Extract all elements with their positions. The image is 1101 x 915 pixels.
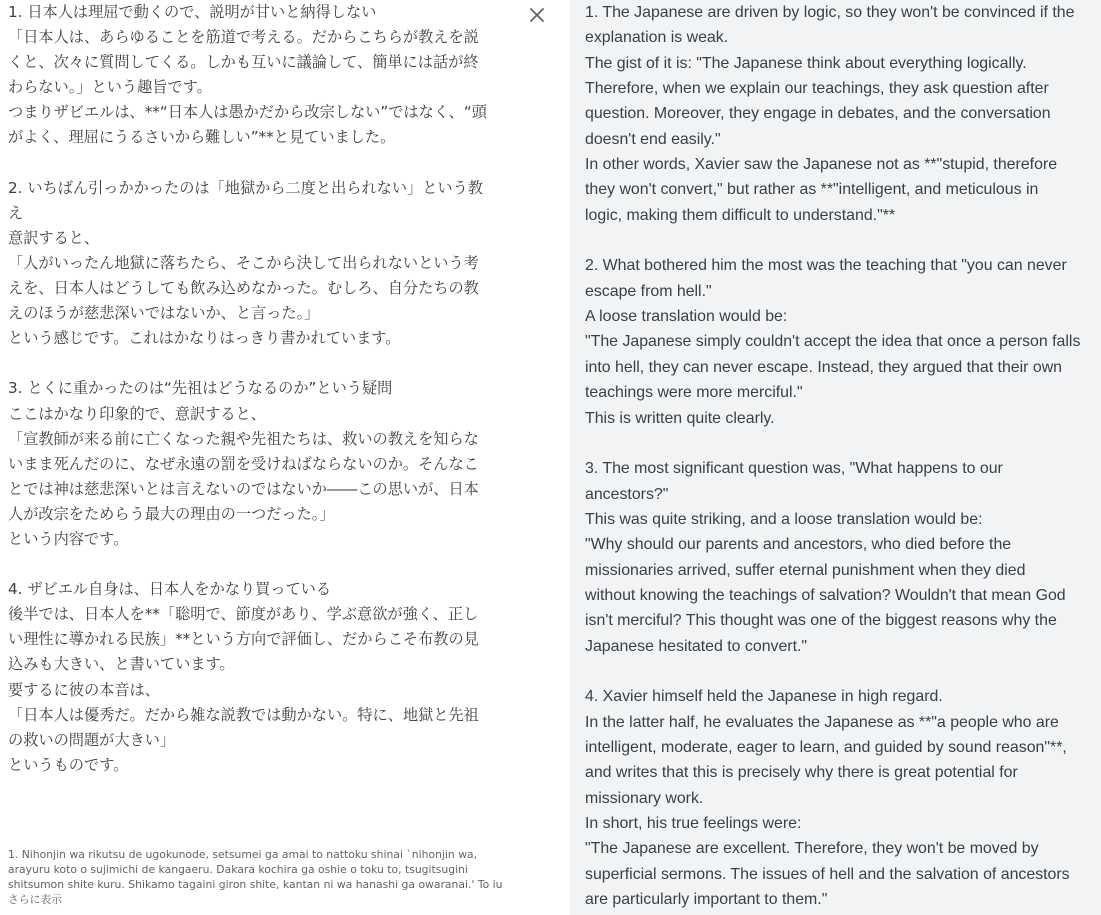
source-pane bbox=[0, 0, 520, 915]
translation-line: explanation is weak. bbox=[585, 29, 729, 47]
source-line: くと、次々に質問してくる。しかも互いに議論して、簡単には話が終 bbox=[8, 53, 479, 72]
source-line: 意訳すると、 bbox=[8, 228, 100, 247]
romanization bbox=[8, 847, 518, 907]
source-line: つまりザビエルは、**“日本人は愚かだから改宗しない”ではなく、“頭 bbox=[8, 103, 487, 122]
source-line: 2. いちばん引っかかったのは「地獄から二度と出られない」という教 bbox=[8, 178, 483, 197]
translation-line: 1. The Japanese are driven by logic, so they won't be convinced if the bbox=[585, 4, 1075, 21]
translation-line: logic, making them difficult to understand."** bbox=[585, 206, 896, 224]
source-line: 3. とくに重かったのは“先祖はどうなるのか”という疑問 bbox=[8, 379, 393, 398]
source-line: 「日本人は、あらゆることを筋道で考える。だからこちらが教えを説 bbox=[8, 28, 479, 47]
translation-line: escape from hell." bbox=[585, 282, 712, 300]
translation-line: intelligent, moderate, eager to learn, and guided by sound reason"**, bbox=[585, 738, 1067, 756]
translation-line: A loose translation would be: bbox=[585, 308, 788, 326]
translation-line: "Why should our parents and ancestors, who died before the bbox=[585, 536, 1012, 554]
source-line: 「日本人は優秀だ。だから雑な説教では動かない。特に、地獄と先祖 bbox=[8, 705, 479, 724]
translation-line: they won't convert," but rather as **"intelligent, and meticulous in bbox=[585, 181, 1039, 199]
translation-line: 3. The most significant question was, "What happens to our bbox=[585, 460, 1003, 478]
translation-line: are particularly important to them." bbox=[585, 891, 828, 909]
translation-line: and writes that this is precisely why there is great potential for bbox=[585, 764, 1018, 782]
translation-line: missionary work. bbox=[585, 789, 704, 807]
source-line: わらない。」という趣旨です。 bbox=[8, 78, 212, 97]
translation-line: doesn't end easily." bbox=[585, 130, 721, 148]
source-line: ここはかなり印象的で、意訳すると、 bbox=[8, 404, 266, 423]
source-line: という内容です。 bbox=[8, 529, 129, 548]
source-line: 要するに彼の本音は、 bbox=[8, 680, 160, 699]
translation-line: 2. What bothered him the most was the teaching that "you can never bbox=[585, 257, 1067, 275]
source-line: い理性に導かれる民族」**という方向で評価し、だからこそ布教の見 bbox=[8, 630, 479, 649]
source-line: えを、日本人はどうしても飲み込めなかった。むしろ、自分たちの教 bbox=[8, 279, 479, 298]
translation-line: question. Moreover, they engage in debates, and the conversation bbox=[585, 105, 1051, 123]
source-line bbox=[8, 151, 513, 176]
source-line: いまま死んだのに、なぜ永遠の罰を受けねばならないのか。そんなこ bbox=[8, 454, 479, 473]
translation-line: "The Japanese simply couldn't accept the idea that once a person falls bbox=[585, 333, 1081, 351]
translation-text[interactable] bbox=[585, 0, 1097, 912]
translation-line bbox=[585, 228, 1097, 253]
translation-line: without knowing the teachings of salvation? Wouldn't that mean God bbox=[585, 586, 1066, 604]
source-line: の救いの問題が大きい」 bbox=[8, 730, 176, 749]
translation-line: superficial sermons. The issues of hell and the salvation of ancestors bbox=[585, 865, 1070, 883]
translation-line: isn't merciful? This thought was one of the biggest reasons why the bbox=[585, 612, 1057, 630]
show-more-link[interactable]: さらに表示 bbox=[8, 893, 62, 906]
source-line: とでは神は慈悲深いとは言えないのではないか――この思いが、日本 bbox=[8, 479, 479, 498]
translation-line: missionaries arrived, suffer eternal punishment when they died bbox=[585, 561, 1026, 579]
close-icon bbox=[529, 7, 545, 23]
source-line: 「人がいったん地獄に落ちたら、そこから決して出られないという考 bbox=[8, 253, 479, 272]
translation-line: Therefore, when we explain our teachings, they ask question after bbox=[585, 80, 1049, 98]
source-line bbox=[8, 552, 513, 577]
source-line: 込みも大きい、と書いています。 bbox=[8, 655, 235, 674]
close-button[interactable] bbox=[524, 2, 550, 28]
translation-line: This is written quite clearly. bbox=[585, 409, 775, 427]
translation-line: In short, his true feelings were: bbox=[585, 815, 802, 832]
translation-line: teachings were more merciful." bbox=[585, 384, 803, 402]
source-line: 「宣教師が来る前に亡くなった親や先祖たちは、救いの教えを知らな bbox=[8, 429, 479, 448]
source-text[interactable] bbox=[8, 0, 513, 778]
translation-line: 4. Xavier himself held the Japanese in high regard. bbox=[585, 688, 943, 706]
source-line: 人が改宗をためらう最大の理由の一つだった。」 bbox=[8, 504, 335, 523]
translation-line: into hell, they can never escape. Instead, they argued that their own bbox=[585, 358, 1063, 376]
source-line: というものです。 bbox=[8, 755, 129, 774]
translation-line: Japanese hesitated to convert." bbox=[585, 637, 808, 655]
source-line bbox=[8, 351, 513, 376]
source-line: がよく、理屈にうるさいから難しい”**と見ていました。 bbox=[8, 128, 396, 147]
source-line: という感じです。これはかなりはっきり書かれています。 bbox=[8, 329, 401, 348]
translation-pane bbox=[570, 0, 1101, 915]
source-line: え bbox=[8, 203, 24, 222]
translation-line bbox=[585, 431, 1097, 456]
translation-line: In other words, Xavier saw the Japanese not as **"stupid, therefore bbox=[585, 156, 1058, 174]
romanization-text: 1. Nihonjin wa rikutsu de ugokunode, setsumei ga amai to nattoku shinai `nihonjin wa, arayuru koto o sujimichi de kangaeru. Dakara kochira ga oshie o toku to, tsugitsugini shitsumon shite kuru. Shikamo tagaini giron shite, kantan ni wa hanashi ga owaranai.' To iu bbox=[8, 848, 503, 891]
translation-line: In the latter half, he evaluates the Japanese as **"a people who are bbox=[585, 713, 1059, 731]
translation-line bbox=[585, 659, 1097, 684]
translation-line: The gist of it is: "The Japanese think about everything logically. bbox=[585, 54, 1027, 72]
source-line: 後半では、日本人を**「聡明で、節度があり、学ぶ意欲が強く、正し bbox=[8, 605, 479, 624]
source-line: えのほうが慈悲深いではないか、と言った。」 bbox=[8, 304, 320, 323]
source-line: 1. 日本人は理屈で動くので、説明が甘いと納得しない bbox=[8, 3, 377, 21]
translation-line: "The Japanese are excellent. Therefore, they won't be moved by bbox=[585, 840, 1039, 858]
translation-line: ancestors?" bbox=[585, 485, 669, 503]
source-line: 4. ザビエル自身は、日本人をかなり買っている bbox=[8, 580, 332, 599]
translation-line: This was quite striking, and a loose translation would be: bbox=[585, 510, 983, 528]
